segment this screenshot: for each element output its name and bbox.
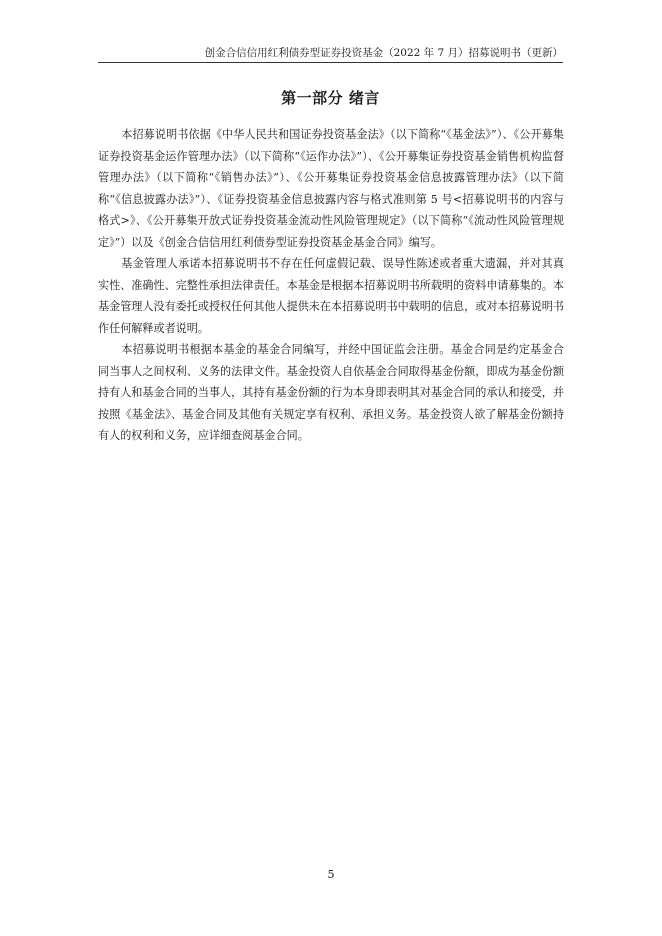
paragraph: 本招募说明书依据《中华人民共和国证券投资基金法》（以下简称“《基金法》”）、《公开募集证券投资基金运作管理办法》（以下简称“《运作办法》”）、《公开募集证券投资基金销售机构监督管理办法》（以下简称“《销售办法》”）、《公开募集证券投资基金信息披露管理办法》（以下简称“《信息披露办法》”）、《证券投资基金信息披露内容与格式准则第 5 号<招募说明书的内容与格式>》、《公开募集开放式证券投资基金流动性风险管理规定》（以下简称“《流动性风险管理规定》”）以及《创金合信信用红利债券型证券投资基金基金合同》编写。: [98, 128, 564, 249]
paragraph: 基金管理人承诺本招募说明书不存在任何虚假记载、误导性陈述或者重大遗漏，并对其真实性、准确性、完整性承担法律责任。本基金是根据本招募说明书所载明的资料申请募集的。本基金管理人没有委托或授权任何其他人提供未在本招募说明书中载明的信息，或对本招募说明书作任何解释或者说明。: [98, 257, 564, 335]
page-number: 5: [327, 868, 335, 881]
body-text: [98, 124, 564, 447]
running-header: 创金合信信用红利债券型证券投资基金（2022 年 7 月）招募说明书（更新）: [204, 47, 563, 59]
paragraph: 本招募说明书根据本基金的基金合同编写，并经中国证监会注册。基金合同是约定基金合同当事人之间权利、义务的法律文件。基金投资人自依基金合同取得基金份额，即成为基金份额持有人和基金合同的当事人，其持有基金份额的行为本身即表明其对基金合同的承认和接受，并按照《基金法》、基金合同及其他有关规定享有权利、承担义务。基金投资人欲了解基金份额持有人的权利和义务，应详细查阅基金合同。: [98, 343, 564, 442]
header-divider: [98, 62, 563, 63]
section-title: 第一部分 绪言: [281, 89, 380, 107]
